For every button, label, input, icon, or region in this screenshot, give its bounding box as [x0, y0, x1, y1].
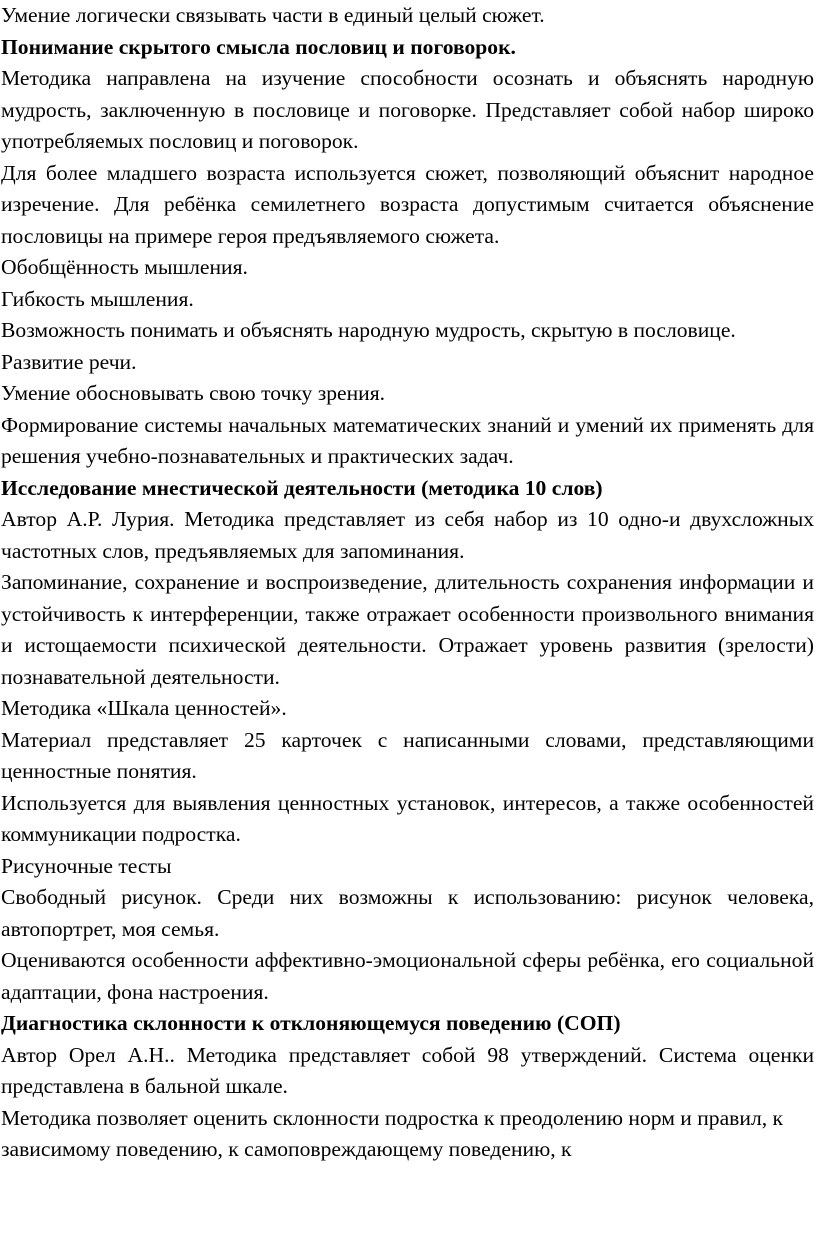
- paragraph-viewpoint: Умение обосновывать свою точку зрения.: [1, 381, 386, 405]
- paragraph-free-drawing: Свободный рисунок. Среди них возможны к использованию: рисунок человека, автопортрет, моя семья.: [1, 885, 814, 941]
- paragraph-proverbs-age: Для более младшего возраста используется сюжет, позволяющий объяснит народное изречение. Для ребёнка семилетнего возраста допустимым считается объяснение пословицы на примере героя предъявляемого сюжета.: [1, 160, 814, 248]
- paragraph-speech: Развитие речи.: [1, 349, 137, 374]
- paragraph-plot-skill: Умение логически связывать части в единый целый сюжет.: [1, 3, 545, 27]
- paragraph-affective: Оцениваются особенности аффективно-эмоциональной сферы ребёнка, его социальной адаптации, фона настроения.: [1, 948, 814, 1004]
- paragraph-values-usage: Используется для выявления ценностных установок, интересов, а также особенностей коммуникации подростка.: [1, 790, 814, 846]
- paragraph-math: Формирование системы начальных математических знаний и умений их применять для решения учебно-познавательных и практических задач.: [1, 412, 814, 468]
- paragraph-flexibility: Гибкость мышления.: [1, 286, 194, 311]
- paragraph-proverbs-method: Методика направлена на изучение способности осознать и объяснять народную мудрость, заключенную в пословице и поговорке. Представляет собой набор широко употребляемых пословиц и поговорок.: [1, 66, 814, 153]
- paragraph-memory: Запоминание, сохранение и воспроизведение, длительность сохранения информации и устойчивость к интерференции, также отражает особенности произвольного внимания и истощаемости психической деятельности. Отражает уровень развития (зрелости) познавательной деятельности.: [1, 570, 814, 689]
- paragraph-generalization: Обобщённость мышления.: [1, 255, 248, 279]
- paragraph-luria: Автор А.Р. Лурия. Методика представляет из себя набор из 10 одно-и двухсложных частотных слов, предъявляемых для запоминания.: [1, 507, 814, 563]
- paragraph-cards: Материал представляет 25 карточек с написанными словами, представляющими ценностные понятия.: [1, 727, 814, 783]
- paragraph-values-scale: Методика «Шкала ценностей».: [1, 696, 287, 720]
- paragraph-orel: Автор Орел А.Н.. Методика представляет собой 98 утверждений. Система оценки представлена в бальной шкале.: [1, 1042, 814, 1098]
- heading-deviant: Диагностика склонности к отклоняющемуся поведению (СОП): [1, 1011, 621, 1035]
- heading-proverbs: Понимание скрытого смысла пословиц и поговорок.: [1, 34, 516, 59]
- paragraph-wisdom: Возможность понимать и объяснять народную мудрость, скрытую в пословице.: [1, 318, 736, 342]
- heading-mnestic: Исследование мнестической деятельности (методика 10 слов): [1, 475, 603, 500]
- document-page: [1, 0, 814, 1166]
- paragraph-drawing-tests: Рисуночные тесты: [1, 853, 172, 878]
- paragraph-norms: Методика позволяет оценить склонности подростка к преодолению норм и правил, к зависимому поведению, к самоповреждающему поведению, к: [1, 1105, 784, 1161]
